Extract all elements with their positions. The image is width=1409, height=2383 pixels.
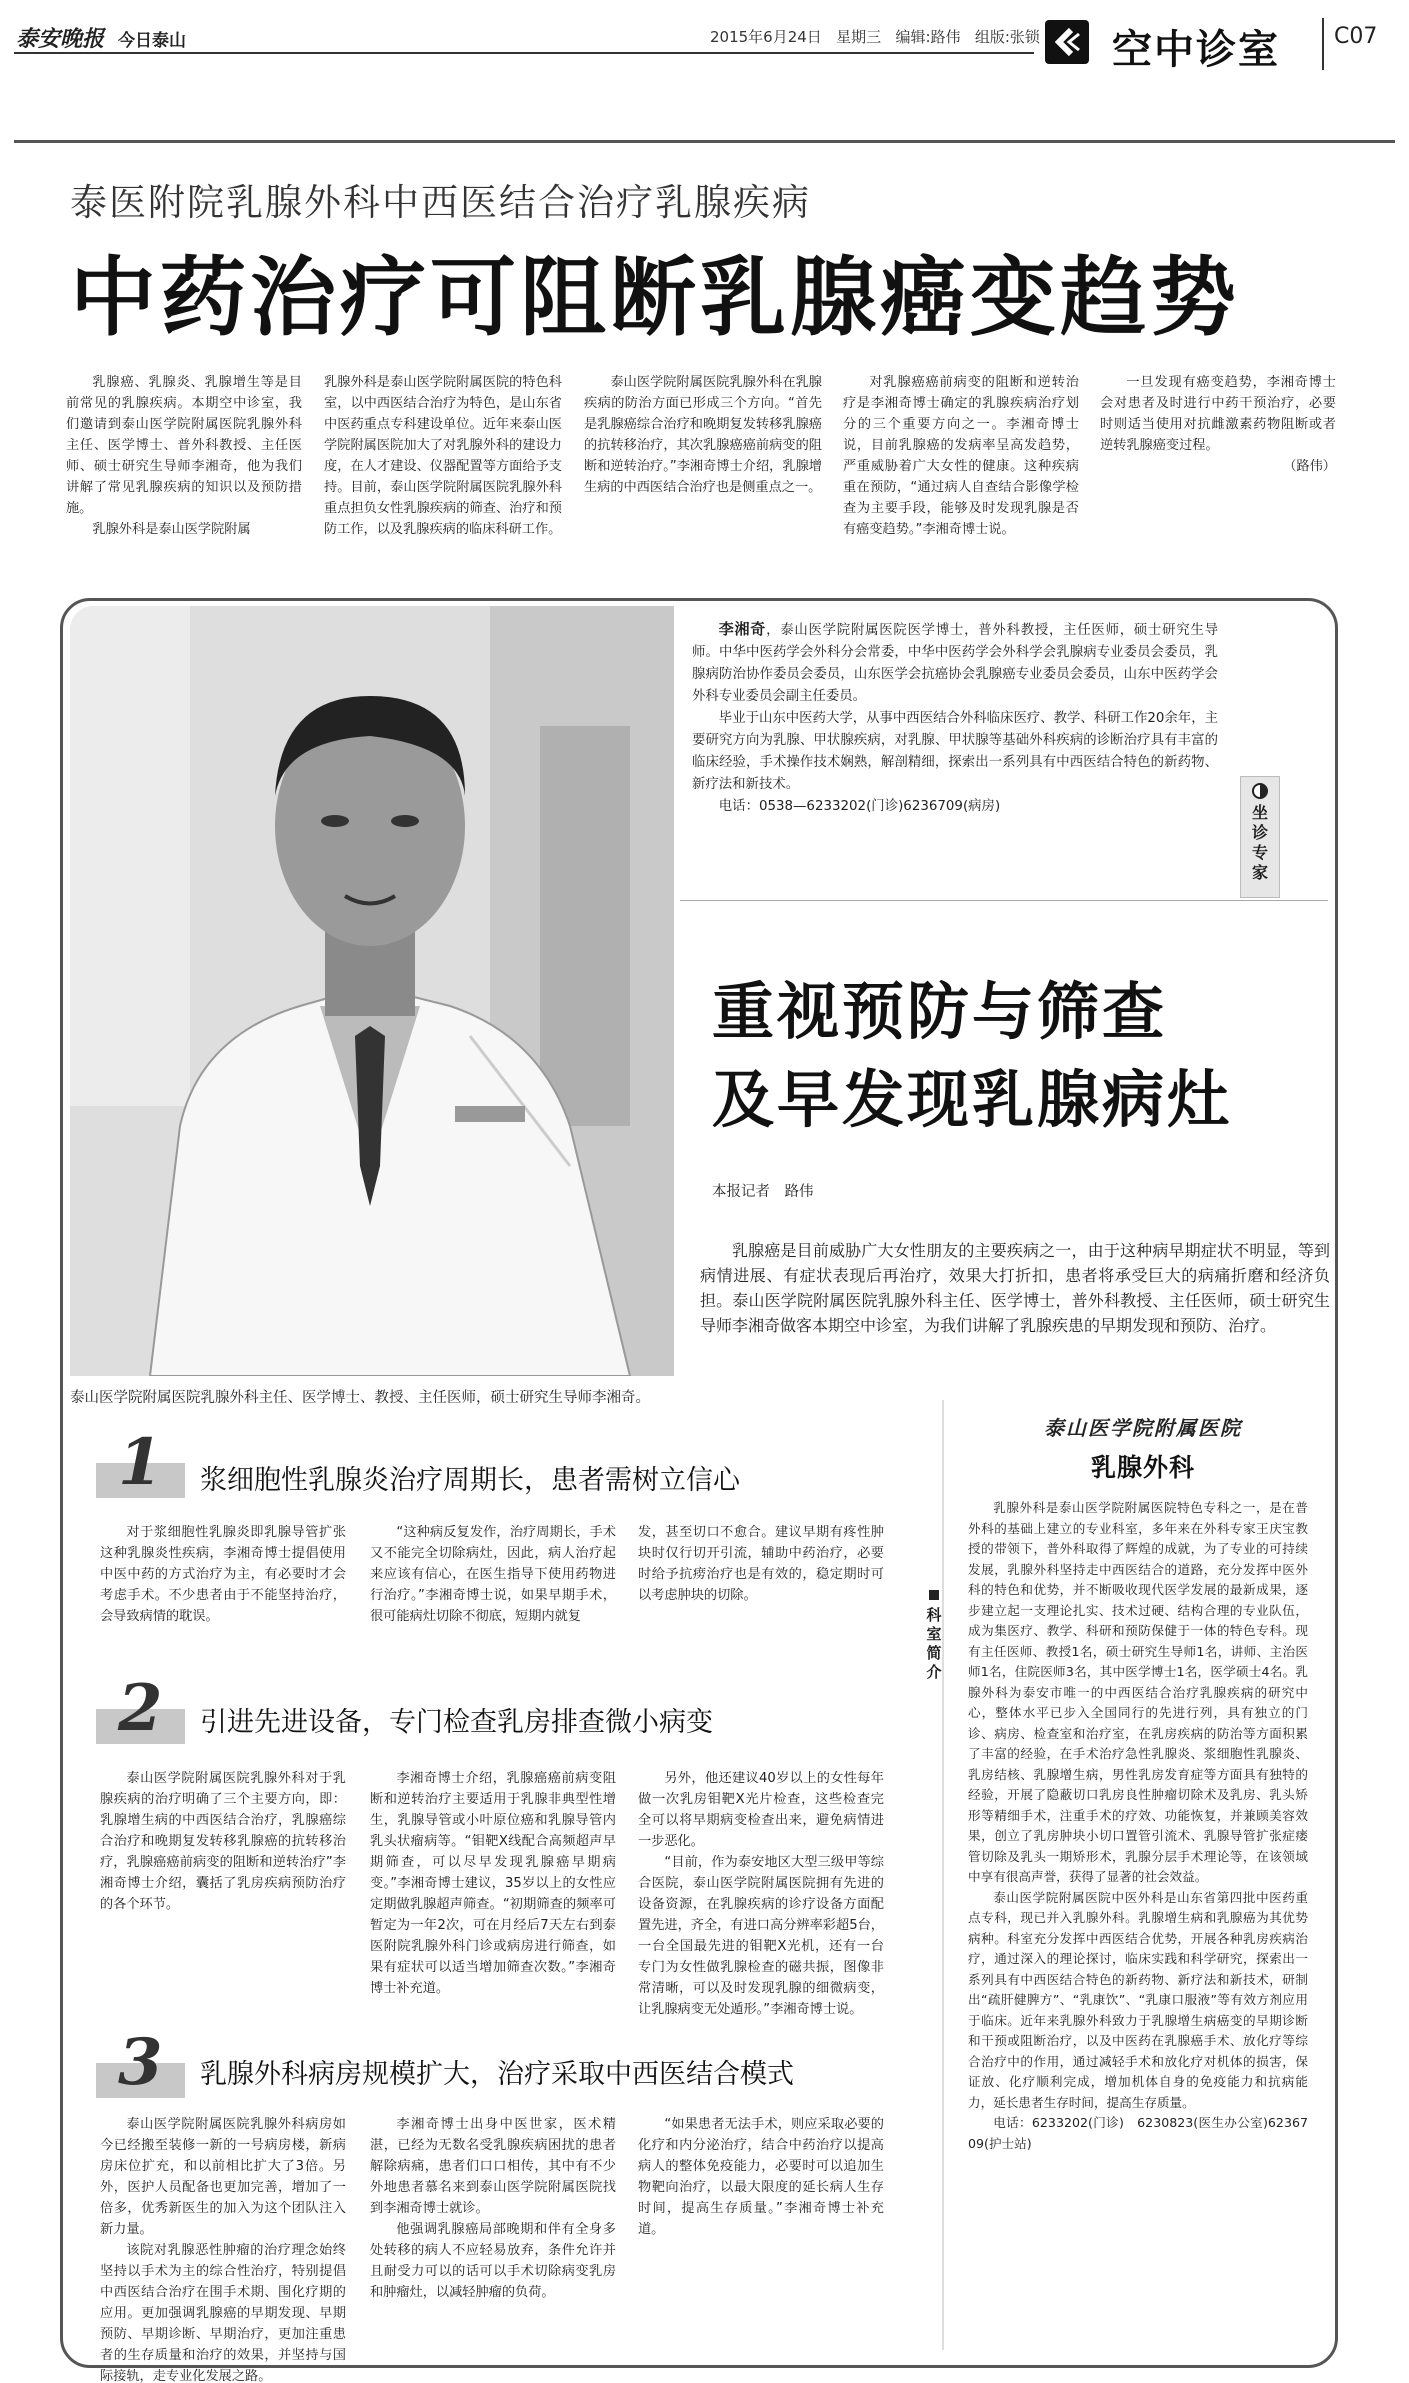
header-divider <box>1322 18 1324 70</box>
masthead-bottom-rule <box>14 140 1395 143</box>
expert-tag-label: 坐诊专家 <box>1251 803 1268 882</box>
feature-byline: 本报记者 路伟 <box>712 1184 814 1200</box>
section-1-text-1: 对于浆细胞性乳腺炎即乳腺导管扩张这种乳腺炎性疾病，李湘奇博士提倡使用中医中药的方式治疗为主，有必要时才会考虑手术。不少患者由于不能坚持治疗，会导致病情的耽误。 <box>100 1525 346 1624</box>
section-1-col-2 <box>370 1522 616 1627</box>
headline-kicker: 泰医附院乳腺外科中西医结合治疗乳腺疾病 <box>70 181 811 224</box>
lead-para-4: 对乳腺癌癌前病变的阻断和逆转治疗是李湘奇博士确定的乳腺疾病治疗划分的三个重要方向之一。李湘奇博士说，目前乳腺癌的发病率呈高发趋势，严重威胁着广大女性的健康。这种疾病重在预防，“通过病人自查结合影像学检查为主要手段，能够及时发现乳腺是否有癌变趋势。”李湘奇博士说。 <box>843 375 1079 537</box>
expert-tag <box>1240 776 1280 898</box>
lead-para-2a: 乳腺外科是泰山医学院附属 <box>92 522 251 537</box>
section-1-text-3: 发，甚至切口不愈合。建议早期有疼性肿块时仅行切开引流，辅助中药治疗，必要时给予抗痨治疗也是有效的，稳定期时可以考虑肿块的切除。 <box>638 1525 884 1603</box>
section-3-text-1: 泰山医学院附属医院乳腺外科病房如今已经搬至装修一新的一号病房楼，新病房床位扩充，和以前相比扩大了3倍。另外，医护人员配备也更加完善，增加了一倍多，优秀新医生的加入为这个团队注入新力量。 <box>100 2117 346 2237</box>
doctor-photo <box>70 606 674 1376</box>
typeset: 组版:张锁 <box>974 28 1040 46</box>
square-bullet-icon <box>929 1590 939 1600</box>
lead-col-5 <box>1100 372 1336 477</box>
feature-intro-text: 乳腺癌是目前威胁广大女性朋友的主要疾病之一，由于这种病早期症状不明显，等到病情进展、有症状表现后再治疗，效果大打折扣，患者将承受巨大的病痛折磨和经济负担。泰山医学院附属医院乳腺外科主任、医学博士，普外科教授、主任医师，硕士研究生导师李湘奇做客本期空中诊室，为我们讲解了乳腺疾患的早期发现和预防、治疗。 <box>700 1241 1330 1335</box>
dept-tag <box>926 1590 942 1682</box>
section-2-title: 引进先进设备，专门检查乳房排查微小病变 <box>200 1707 713 1738</box>
section-1-col-1 <box>100 1522 346 1627</box>
masthead-rule <box>14 52 1034 54</box>
section-2-col-2 <box>370 1768 616 1999</box>
lead-para-1: 乳腺癌、乳腺炎、乳腺增生等是目前常见的乳腺疾病。本期空中诊室，我们邀请到泰山医学院附属医院乳腺外科主任、医学博士、普外科教授、主任医师、硕士研究生导师李湘奇，他为我们讲解了常见乳腺疾病的知识以及预防措施。 <box>66 375 302 516</box>
dept-box <box>942 1400 944 2350</box>
section-2-text-3: 另外，他还建议40岁以上的女性每年做一次乳房钼靶X光片检查，这些检查完全可以将早期病变检查出来，避免病情进一步恶化。 <box>638 1771 884 1849</box>
section-2-number: 2 <box>96 1674 185 1744</box>
lead-col-3 <box>584 372 822 498</box>
feature-intro <box>700 1238 1330 1338</box>
masthead-info <box>710 26 1040 47</box>
expert-bio <box>692 618 1218 818</box>
lead-para-5: 一旦发现有癌变趋势，李湘奇博士会对患者及时进行中药干预治疗，必要时则适当使用对抗雌激素药物阻断或者逆转乳腺癌变过程。 <box>1100 375 1336 453</box>
section-3-text-2: 该院对乳腺恶性肿瘤的治疗理念始终坚持以手术为主的综合性治疗，特别提倡中西医结合治疗在围手术期、围化疗期的应用。更加强调乳腺癌的早期发现、早期预防、早期诊断、早期治疗，更加注重患者的生存质量和治疗的效果，并坚持与国际接轨，走专业化发展之路。 <box>100 2243 346 2383</box>
dept-para-1: 乳腺外科是泰山医学院附属医院特色专科之一，是在普外科的基础上建立的专业科室，多年来在外科专家王庆宝教授的带领下，普外科取得了辉煌的成就，为了专业的可持续发展，乳腺外科坚持走中西医结合的道路，充分发挥中医外科的特色和优势，并不断吸收现代医学发展的最新成果，逐步建立起一支理论扎实、技术过硬、结构合理的专业队伍，成为集医疗、教学、科研和预防保健于一体的特色专科。现有主任医师、教授1名，硕士研究生导师1名，讲师、主治医师1名，住院医师3名，其中医学博士1名，医学硕士4名。乳腺外科为泰安市唯一的中西医结合治疗乳腺疾病的研究中心，整体水平已步入全国同行的先进行列，具有独立的门诊、病房、检查室和治疗室，在乳房疾病的防治等方面积累了丰富的经验，在手术治疗急性乳腺炎、浆细胞性乳腺炎、乳房结核、乳腺增生病，男性乳房发育症等方面具有独特的经验，开展了隐蔽切口乳房良性肿瘤切除术及乳房、乳头矫形等精细手术，注重手术的疗效、功能恢复，并兼顾美容效果，创立了乳房肿块小切口置管引流术、乳腺导管扩张症瘘管切除及乳头一期矫形术，乳腺分层手术理论等，在该领域中享有很高声誉，获得了显著的社会效益。 <box>968 1500 1308 1884</box>
expert-bio-2: 毕业于山东中医药大学，从事中西医结合外科临床医疗、教学、科研工作20余年，主要研究方向为乳腺、甲状腺疾病，对乳腺、甲状腺等基础外科疾病的诊断治疗具有丰富的临床经验，手术操作技术娴熟，解剖精细，探索出一系列具有中西医结合特色的新药物、新疗法和新技术。 <box>692 711 1218 792</box>
section-2-col-1 <box>100 1768 346 1915</box>
feature-title-1: 重视预防与筛查 <box>712 975 1168 1048</box>
column-logo-icon <box>1045 20 1089 64</box>
lead-para-2: 乳腺外科是泰山医学院附属医院的特色科室，以中西医结合治疗为特色，是山东省中医药重点专科建设单位。近年来泰山医学院附属医院加大了对乳腺外科的建设力度，在人才建设、仪器配置等方面给予支持。目前，泰山医学院附属医院乳腺外科重点担负女性乳腺疾病的筛查、治疗和预防工作，以及乳腺疾病的临床科研工作。 <box>324 375 562 537</box>
expert-name: 李湘奇 <box>718 620 767 638</box>
dept-body <box>968 1498 1308 2154</box>
lead-col-1 <box>66 372 302 540</box>
expert-phone: 电话：0538—6233202(门诊)6236709(病房) <box>718 799 1001 814</box>
lead-author: （路伟） <box>1283 459 1336 474</box>
doctor-portrait-image <box>70 606 674 1376</box>
half-circle-icon <box>1252 783 1268 799</box>
section-3-text-5: “如果患者无法手术，则应采取必要的化疗和内分泌治疗，结合中药治疗以提高病人的整体免疫能力，必要时可以追加生物靶向治疗，以最大限度的延长病人生存时间，提高生存质量。”李湘奇博士补充道。 <box>638 2117 884 2237</box>
dept-tag-label: 科室简介 <box>926 1606 942 1681</box>
lead-col-4 <box>843 372 1079 540</box>
lead-col-2 <box>324 372 562 540</box>
photo-caption: 泰山医学院附属医院乳腺外科主任、医学博士、教授、主任医师，硕士研究生导师李湘奇。 <box>70 1390 650 1406</box>
section-3-text-3: 李湘奇博士出身中医世家，医术精湛，已经为无数名受乳腺疾病困扰的患者解除病痛，患者们口口相传，其中有不少外地患者慕名来到泰山医学院附属医院找到李湘奇博士就诊。 <box>370 2117 616 2216</box>
masthead <box>0 0 1409 150</box>
section-1-text-2: “这种病反复发作，治疗周期长，手术又不能完全切除病灶，因此，病人治疗起来应该有信心，在医生指导下使用药物进行治疗。”李湘奇博士说，如果早期手术，很可能病灶切除不彻底，短期内就复 <box>370 1525 616 1624</box>
section-2-text-4: “目前，作为泰安地区大型三级甲等综合医院，泰山医学院附属医院拥有先进的设备资源，在乳腺疾病的诊疗设备方面配置先进，齐全，有进口高分辨率彩超5台，一台全国最先进的钼靶X光机，还有一台专门为女性做乳腺检查的磁共振，图像非常清晰，可以及时发现乳腺的细微病变，让乳腺病变无处遁形。”李湘奇博士说。 <box>638 1855 884 2017</box>
weekday: 星期三 <box>836 28 882 46</box>
section-name: 今日泰山 <box>118 31 186 51</box>
dept-phone: 电话：6233202(门诊) 6230823(医生办公室)6236709(护士站) <box>968 2115 1308 2151</box>
section-2-text-2: 李湘奇博士介绍，乳腺癌癌前病变阻断和逆转治疗主要适用于乳腺非典型性增生，乳腺导管或小叶原位癌和乳腺导管内乳头状瘤病等。“钼靶X线配合高频超声早期筛查，可以尽早发现乳腺癌早期病变。”李湘奇博士建议，35岁以上的女性应定期做乳腺超声筛查。“初期筛查的频率可暂定为一年2次，可在月经后7天左右到泰医附院乳腺外科门诊或病房进行筛查，如果有症状可以适当增加筛查次数。”李湘奇博士补充道。 <box>370 1771 616 1996</box>
bio-rule <box>680 900 1328 901</box>
headline-main: 中药治疗可阻断乳腺癌变趋势 <box>70 248 1240 348</box>
section-3-title: 乳腺外科病房规模扩大，治疗采取中西医结合模式 <box>200 2059 794 2090</box>
section-3-col-3 <box>638 2114 884 2240</box>
dept-hospital: 泰山医学院附属医院 <box>1044 1416 1242 1440</box>
expert-bio-1: 李湘奇，泰山医学院附属医院医学博士，普外科教授，主任医师，硕士研究生导师。中华中医药学会外科分会常委，中华中医药学会外科学会乳腺病专业委员会委员，乳腺病防治协作委员会委员，山东医学会抗癌协会乳腺癌专业委员会委员，山东中医药学会外科专业委员会副主任委员。 <box>692 620 1218 704</box>
section-3-col-2 <box>370 2114 616 2303</box>
lead-para-3: 泰山医学院附属医院乳腺外科在乳腺疾病的防治方面已形成三个方向。“首先是乳腺癌综合治疗和晚期复发转移乳腺癌的抗转移治疗，其次乳腺癌癌前病变的阻断和逆转治疗。”李湘奇博士介绍，乳腺增生病的中西医结合治疗也是侧重点之一。 <box>584 375 822 495</box>
section-3-col-1 <box>100 2114 346 2383</box>
section-3-text-4: 他强调乳腺癌局部晚期和伴有全身多处转移的病人不应轻易放弃，条件允许并且耐受力可以的话可以手术切除病变乳房和肿瘤灶，以减轻肿瘤的负荷。 <box>370 2222 616 2300</box>
dept-name: 乳腺外科 <box>1090 1453 1195 1482</box>
section-1-number: 1 <box>96 1428 185 1498</box>
section-1-col-3 <box>638 1522 884 1606</box>
section-1-title: 浆细胞性乳腺炎治疗周期长，患者需树立信心 <box>200 1465 740 1496</box>
date: 2015年6月24日 <box>710 28 822 46</box>
page-number: C07 <box>1334 24 1378 49</box>
dept-para-2: 泰山医学院附属医院中医外科是山东省第四批中医药重点专科，现已并入乳腺外科。乳腺增生病和乳腺癌为其优势病种。科室充分发挥中西医结合优势，开展各种乳房疾病治疗，通过深入的理论探讨，临床实践和科学研究，探索出一系列具有中西医结合特色的新药物、新疗法和新技术，研制出“疏肝健脾方”、“乳康饮”、“乳康口服液”等有效方剂应用于临床。近年来乳腺外科致力于乳腺增生病癌变的早期诊断和干预或阻断治疗，以及中医药在乳腺癌手术、放化疗等综合治疗中的作用，通过减轻手术和放化疗对机体的损害，保证放、化疗顺利完成，增加机体自身的免疫能力和抗病能力，延长患者生存时间，提高生存质量。 <box>968 1889 1308 2110</box>
section-2-col-3 <box>638 1768 884 2020</box>
paper-logo: 泰安晚报 <box>16 26 105 52</box>
section-2-text-1: 泰山医学院附属医院乳腺外科对于乳腺疾病的治疗明确了三个主要方向，即：乳腺增生病的中西医结合治疗，乳腺癌综合治疗和晚期复发转移乳腺癌的抗转移治疗，乳腺癌癌前病变的阻断和逆转治疗”李湘奇博士介绍，囊括了乳房疾病预防治疗的各个环节。 <box>100 1771 346 1912</box>
feature-title-2: 及早发现乳腺病灶 <box>712 1063 1233 1136</box>
column-name: 空中诊室 <box>1112 27 1280 73</box>
editor: 编辑:路伟 <box>895 28 961 46</box>
section-3-number: 3 <box>96 2028 185 2098</box>
